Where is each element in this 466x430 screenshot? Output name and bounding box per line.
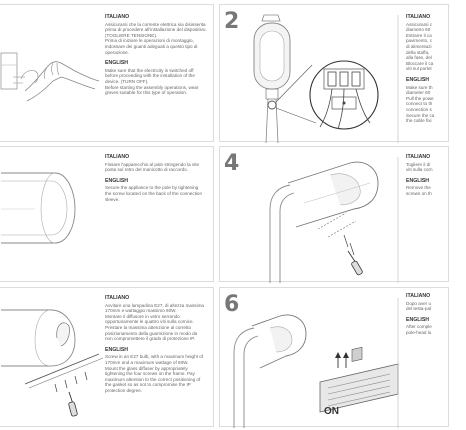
step-3-italian-text: Fissare l'apparecchio al palo stringendo la vite posta sul retro del manicotto di raccordo. (105, 161, 200, 173)
step-6-panel (219, 287, 449, 427)
step-1-italian-text: Assicurarsi che la corrente elettrica sia disinserita prima di procedere all'installazione del dispositivo. (TOGLIERE TENSIONE). Prima di iniziare le operazioni di montaggio, indossare dei guanti adeguati a questo tipo di operazione. (105, 21, 207, 55)
step-5-italian-text: Avvitare una lampadina E27, di altezza massima 170mm e wattaggio massimo 60W. Montare il diffusore in vetro serrando opportunamente le quattro viti sulla cornice. Prestare la massima attenzione al corretto posizionamento della guarnizione in modo da non compromettere il grado di protezione IP. (105, 302, 204, 342)
step-1-panel (0, 4, 214, 142)
step-2-english-text: Make sure th diameter 60 Pull the powe connect to th connection s Secure the ca the cable fixi (406, 84, 435, 124)
step-2-italian-text: Assicurarsi c diametro 60 Estrarre il ca pavimento, c di alimentazi della staffa, alla fase, del Bloccare il ca viti sul portel (406, 21, 434, 72)
step-3-english-text: Secure the appliance to the pole by tightening the screw located on the back of the connection sleeve. (105, 185, 203, 202)
step-6-number: 6 (224, 292, 240, 317)
step-3-text (105, 155, 213, 202)
step-2-italian-heading: ITALIANO (406, 14, 431, 20)
step-4-english-text: Remove the screws on th (406, 185, 432, 196)
step-2-panel (219, 4, 449, 142)
step-6-italian-heading: ITALIANO (406, 293, 431, 299)
step-5-panel (0, 287, 214, 427)
step-3-english-heading: ENGLISH (105, 177, 129, 184)
step-5-english-text: Screw in an E27 bulb, with a maximum height of 170mm and a maximum wattage of 60W. Mount the glass diffuser by appropriately tightening the four screws on the frame. Pay maximum attention to the correct positioning of the gasket so as not to compromise the IP protection degree. (105, 354, 204, 393)
on-label: ON (324, 406, 339, 417)
step-4-number: 4 (224, 151, 240, 176)
step-6-english-text: After comple pole-head lu (406, 324, 432, 335)
step-1-english-heading: ENGLISH (105, 60, 129, 67)
step-6-english-heading: ENGLISH (406, 316, 430, 323)
step-6-italian-text: Dopo aver u del testa-pal (406, 300, 432, 312)
step-2-number: 2 (224, 9, 240, 34)
step-4-text (406, 155, 466, 197)
step-6-text (406, 294, 466, 336)
step-1-english-text: Make sure that the electricity is switched off before proceeding with the installation of the device. (TURN OFF). Before starting the assembly operations, wear gloves suitable for this type of operation. (105, 67, 199, 96)
step-5-italian-heading: ITALIANO (105, 295, 130, 301)
step-4-italian-text: Togliere il di viti sulla corn (406, 161, 433, 173)
step-5-text (105, 296, 213, 394)
step-1-text (105, 15, 213, 96)
step-5-english-heading: ENGLISH (105, 346, 129, 353)
step-4-panel (219, 146, 449, 282)
step-3-italian-heading: ITALIANO (105, 154, 130, 160)
step-2-english-heading: ENGLISH (406, 76, 430, 83)
step-4-italian-heading: ITALIANO (406, 154, 431, 160)
step-1-italian-heading: ITALIANO (105, 14, 130, 20)
step-4-english-heading: ENGLISH (406, 177, 430, 184)
step-3-panel (0, 146, 214, 282)
step-2-text (406, 15, 466, 124)
